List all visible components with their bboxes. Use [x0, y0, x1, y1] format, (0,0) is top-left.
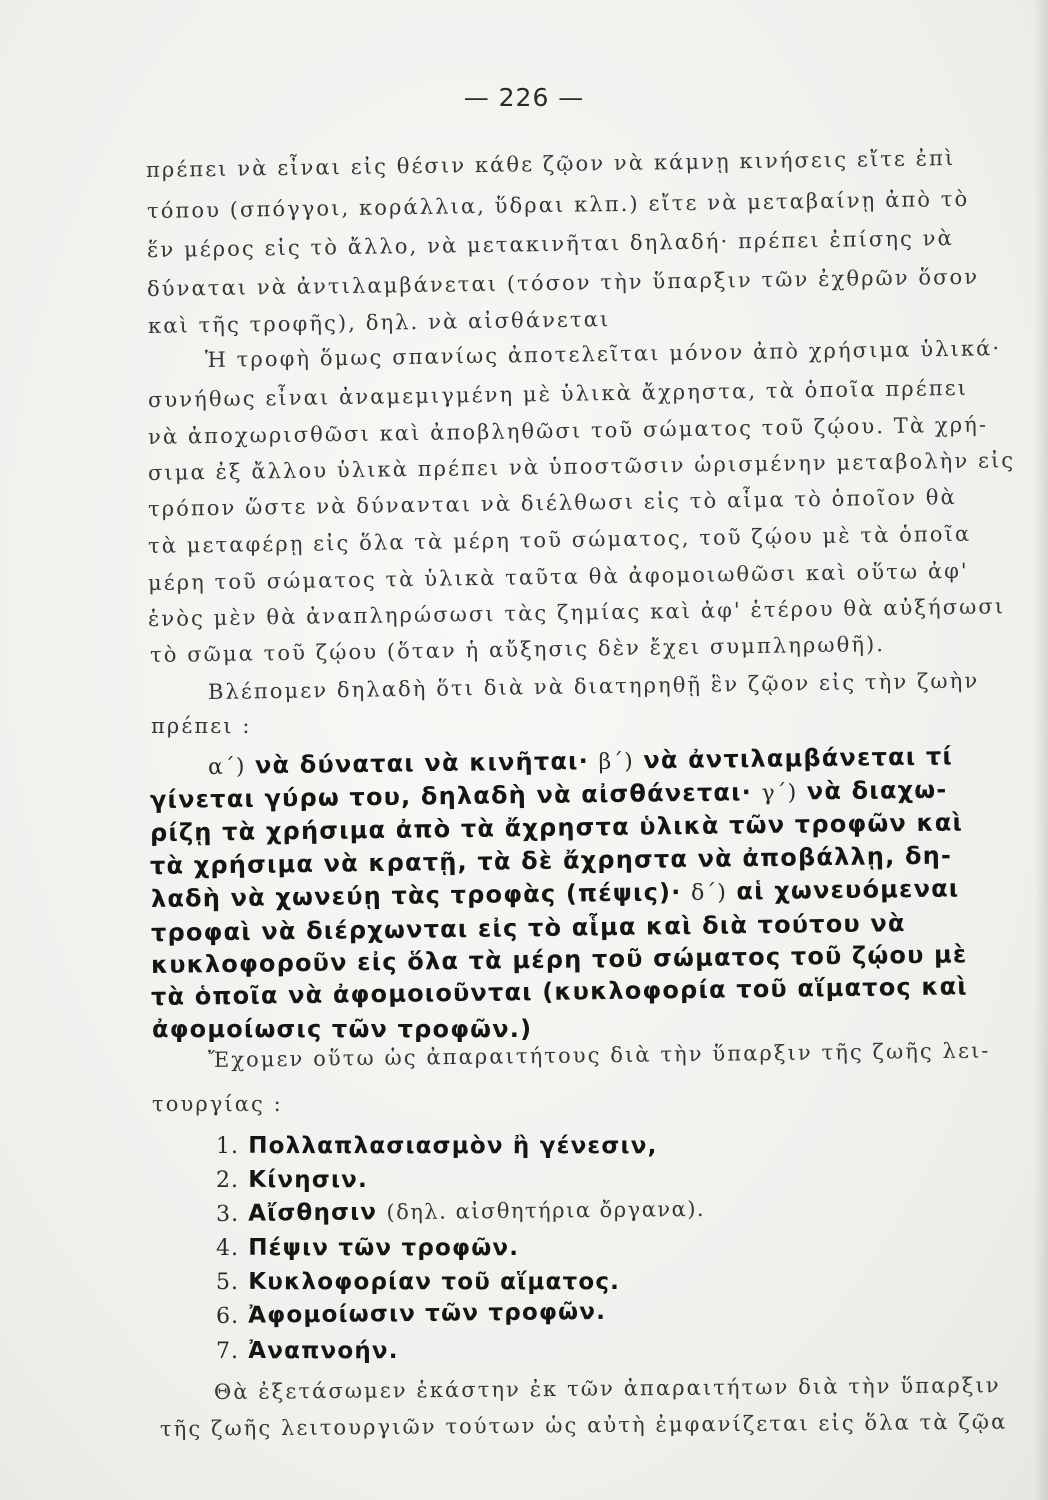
bold-line	[150, 776, 948, 814]
bold-line	[208, 742, 953, 780]
text-line: τῆς ζωῆς λειτουργιῶν τούτων ὡς αὐτὴ ἐμφανίζεται εἰς ὅλα τὰ ζῷα	[159, 1409, 1008, 1441]
list-item	[216, 1269, 620, 1295]
text-line: Ἔχομεν οὕτω ὡς ἀπαραιτήτους διὰ τὴν ὕπαρξιν τῆς ζωῆς λει-	[207, 1038, 991, 1072]
list-item	[216, 1299, 606, 1329]
text-line: Ἡ τροφὴ ὅμως σπανίως ἀποτελεῖται μόνον ἀπὸ χρήσιμα ὑλικά·	[204, 336, 1002, 372]
list-number: 1.	[216, 1134, 239, 1159]
page-number: — 226 —	[463, 83, 585, 112]
bold-line: τὰ ὁποῖα νὰ ἀφομοιοῦνται (κυκλοφορία τοῦ αἵματος καὶ	[150, 972, 969, 1011]
bold-line	[151, 874, 960, 913]
list-item	[216, 1133, 658, 1159]
list-number: 4.	[216, 1236, 239, 1261]
list-text: Αἴσθησιν	[248, 1199, 378, 1227]
text-line: τόπου (σπόγγοι, κοράλλια, ὕδραι κλπ.) εἴτε νὰ μεταβαίνῃ ἀπὸ τὸ	[146, 186, 970, 223]
item-label-d: δ΄)	[690, 880, 728, 906]
list-text: Πέψιν τῶν τροφῶν.	[248, 1235, 520, 1261]
list-text: Πολλαπλασιασμὸν ἢ γένεσιν,	[248, 1133, 658, 1159]
list-number: 5.	[216, 1270, 239, 1295]
text-line: καὶ τῆς τροφῆς), δηλ. νὰ αἰσθάνεται	[147, 307, 611, 338]
scan-shadow	[1034, 0, 1048, 1500]
bold-text: νὰ δύναται νὰ κινῆται·	[254, 747, 590, 780]
text-line: ἕν μέρος εἰς τὸ ἄλλο, νὰ μετακινῆται δηλαδή· πρέπει ἐπίσης νὰ	[146, 226, 955, 262]
text-line: σιμα ἐξ ἄλλου ὑλικὰ πρέπει νὰ ὑποστῶσιν ὡρισμένην μεταβολὴν εἰς	[147, 448, 1016, 485]
text-line: νὰ ἀποχωρισθῶσι καὶ ἀποβληθῶσι τοῦ σώματος τοῦ ζῴου. Τὰ χρή-	[147, 412, 989, 449]
list-number: 2.	[216, 1168, 239, 1193]
item-label-a: α΄)	[207, 754, 246, 780]
item-label-b: β΄)	[598, 749, 634, 775]
bold-line: ἀφομοίωσις τῶν τροφῶν.)	[152, 1015, 533, 1043]
bold-text: γίνεται γύρω του, δηλαδὴ νὰ αἰσθάνεται·	[149, 778, 753, 814]
list-text: Κυκλοφορίαν τοῦ αἵματος.	[248, 1269, 621, 1295]
bold-line: κυκλοφοροῦν εἰς ὅλα τὰ μέρη τοῦ σώματος τοῦ ζῴου μὲ	[150, 940, 968, 979]
list-note: (δηλ. αἰσθητήρια ὄργανα).	[386, 1196, 706, 1225]
bold-text: λαδὴ νὰ χωνεύῃ τὰς τροφὰς (πέψις)·	[150, 878, 682, 913]
bold-text: αἱ χωνευόμεναι	[736, 874, 960, 906]
bold-text: νὰ ἀντιλαμβάνεται τί	[643, 742, 954, 775]
text-line: Βλέπομεν δηλαδὴ ὅτι διὰ νὰ διατηρηθῇ ἓν ζῷον εἰς τὴν ζωὴν	[207, 668, 980, 704]
list-number: 7.	[216, 1339, 239, 1364]
list-number: 6.	[215, 1303, 240, 1329]
text-line: τρόπον ὥστε νὰ δύνανται νὰ διέλθωσι εἰς τὸ αἷμα τὸ ὁποῖον θὰ	[147, 485, 957, 521]
list-text: Κίνησιν.	[248, 1167, 368, 1193]
bold-line: ρίζῃ τὰ χρήσιμα ἀπὸ τὰ ἄχρηστα ὑλικὰ τῶν τροφῶν καὶ	[149, 808, 964, 847]
item-label-c: γ΄)	[761, 780, 798, 806]
text-line: μέρη τοῦ σώματος τὰ ὑλικὰ ταῦτα θὰ ἀφομοιωθῶσι καὶ οὕτω ἀφ'	[147, 558, 970, 595]
text-line: πρέπει :	[151, 714, 252, 738]
text-line: συνήθως εἶναι ἀναμεμιγμένη μὲ ὑλικὰ ἄχρηστα, τὰ ὁποῖα πρέπει	[147, 375, 969, 412]
list-number: 3.	[215, 1201, 240, 1227]
list-item	[216, 1338, 399, 1364]
list-item	[216, 1167, 368, 1193]
list-text: Ἀναπνοήν.	[248, 1338, 399, 1364]
text-line: τὸ σῶμα τοῦ ζῴου (ὅταν ἡ αὔξησις δὲν ἔχει συμπληρωθῆ).	[149, 632, 886, 667]
text-line: τουργίας :	[152, 1092, 283, 1116]
bold-line: τροφαὶ νὰ διέρχωνται εἰς τὸ αἷμα καὶ διὰ τούτου νὰ	[150, 909, 906, 947]
text-line: ἑνὸς μὲν θὰ ἀναπληρώσωσι τὰς ζημίας καὶ ἀφ' ἑτέρου θὰ αὐξήσωσι	[147, 594, 1006, 631]
list-item	[216, 1235, 519, 1261]
text-line: πρέπει νὰ εἶναι εἰς θέσιν κάθε ζῷον νὰ κάμνῃ κινήσεις εἴτε ἐπὶ	[145, 145, 956, 182]
list-text: Ἀφομοίωσιν τῶν τροφῶν.	[248, 1298, 607, 1329]
text-line: δύναται νὰ ἀντιλαμβάνεται (τόσον τὴν ὕπαρξιν τῶν ἐχθρῶν ὅσον	[146, 264, 980, 301]
bold-text: νὰ διαχω-	[806, 775, 948, 806]
bold-line: τὰ χρήσιμα νὰ κρατῇ, τὰ δὲ ἄχρηστα νὰ ἀποβάλλῃ, δη-	[149, 841, 953, 880]
text-line: Θὰ ἐξετάσωμεν ἑκάστην ἐκ τῶν ἀπαραιτήτων διὰ τὴν ὕπαρξιν	[213, 1373, 1001, 1404]
text-line: τὰ μεταφέρῃ εἰς ὅλα τὰ μέρη τοῦ σώματος, τοῦ ζῴου μὲ τὰ ὁποῖα	[147, 521, 972, 558]
list-item	[216, 1196, 705, 1227]
